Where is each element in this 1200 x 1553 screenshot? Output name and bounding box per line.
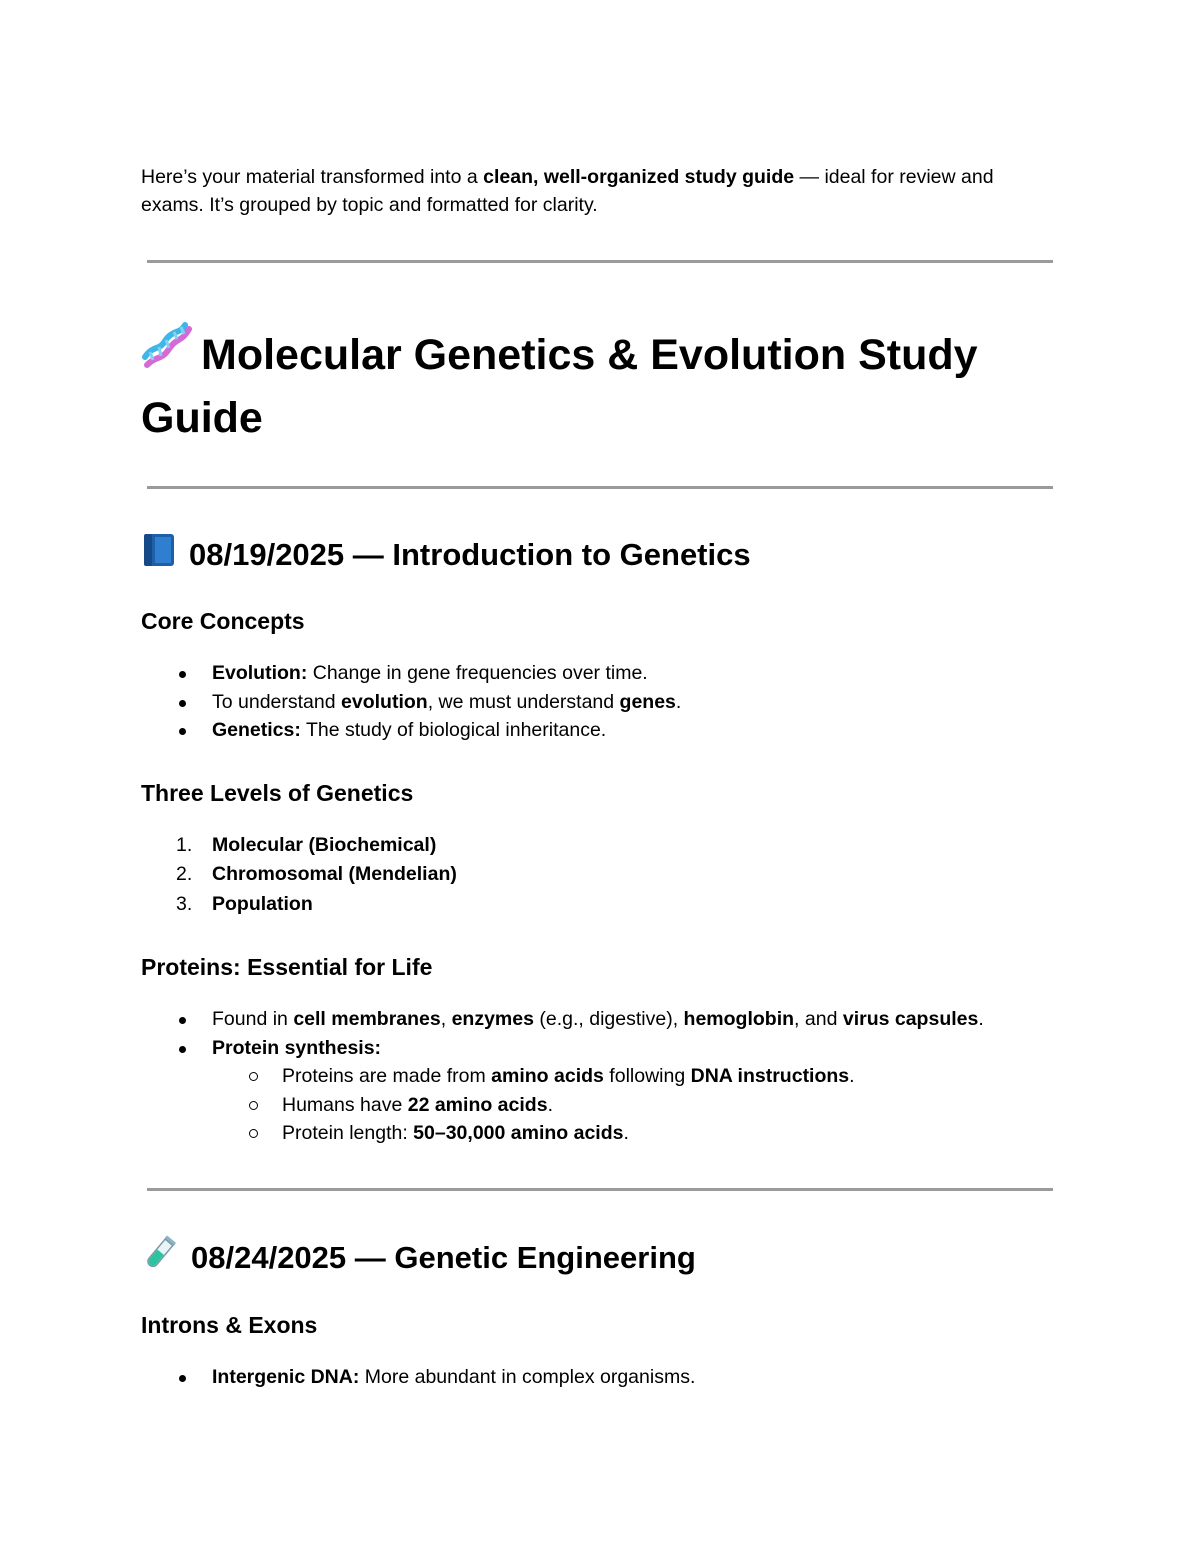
list-item: 1. Molecular (Biochemical) [176,833,437,856]
blue-book-icon [141,532,177,578]
list-item: Protein synthesis: [141,1034,1053,1063]
sub-list-item: Proteins are made from amino acids following DNA instructions. [141,1062,1053,1091]
introns-exons-list [141,1363,1053,1392]
core-concepts-list [141,659,1053,745]
three-levels-heading: Three Levels of Genetics [141,779,414,806]
protein-synthesis-sublist [141,1062,1053,1148]
divider [147,1188,1053,1191]
divider [147,260,1053,263]
test-tube-icon [141,1234,179,1282]
list-item: Intergenic DNA: More abundant in complex organisms. [141,1363,1053,1392]
list-item: To understand evolution, we must understand genes. [141,688,1053,717]
page-title [141,321,1053,448]
introns-exons-heading: Introns & Exons [141,1311,318,1338]
intro-bold: clean, well-organized study guide [483,166,795,188]
list-item: 3. Population [176,892,313,915]
dna-icon [141,321,193,389]
list-item: Found in cell membranes, enzymes (e.g., digestive), hemoglobin, and virus capsules. [141,1005,1053,1034]
section-heading-text: 08/19/2025 — Introduction to Genetics [189,537,751,572]
list-item: Evolution: Change in gene frequencies over time. [141,659,1053,688]
list-item: Genetics: The study of biological inheritance. [141,716,1053,745]
intro-paragraph [141,163,1053,219]
core-concepts-heading: Core Concepts [141,608,305,634]
proteins-list [141,1005,1053,1062]
section-heading [141,1234,1053,1282]
proteins-heading: Proteins: Essential for Life [141,954,433,980]
page-title-text: Molecular Genetics & Evolution Study Guide [141,331,978,442]
list-item: 2. Chromosomal (Mendelian) [176,863,457,885]
divider [147,486,1053,489]
intro-text-end: — ideal for review and exams. It’s grouped by topic and formatted for clarity. [141,166,994,216]
sub-list-item: Humans have 22 amino acids. [141,1091,1053,1120]
intro-text: Here’s your material transformed into a [141,166,484,188]
three-levels-list [141,831,1053,920]
document-content [141,163,1053,1391]
section-heading [141,532,1053,578]
sub-list-item: Protein length: 50–30,000 amino acids. [141,1119,1053,1148]
section-heading-text: 08/24/2025 — Genetic Engineering [191,1239,696,1275]
